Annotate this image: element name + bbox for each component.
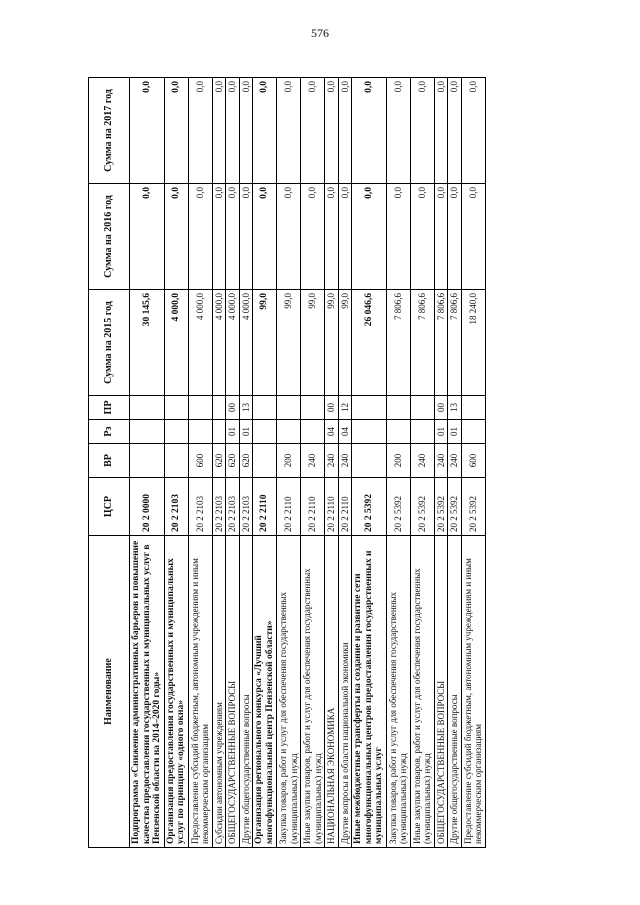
cell-2015: 4 000,0 (188, 290, 212, 396)
cell-vr: 600 (188, 444, 212, 478)
table-header-row (89, 78, 130, 848)
cell-pr: 00 (226, 396, 240, 420)
cell-rz (188, 420, 212, 444)
cell-2017: 0,0 (301, 78, 325, 184)
table-row (410, 78, 434, 848)
cell-rz (352, 420, 387, 444)
cell-name: Организация предоставления государственных и муниципальных услуг по принципу «одного окна» (164, 536, 188, 848)
cell-csr: 20 2 2103 (226, 478, 240, 536)
cell-2017: 0,0 (461, 78, 485, 184)
cell-vr: 240 (434, 444, 448, 478)
cell-2016: 0,0 (352, 184, 387, 290)
cell-csr: 20 2 0000 (130, 478, 165, 536)
cell-2017: 0,0 (434, 78, 448, 184)
cell-vr: 240 (338, 444, 352, 478)
header-csr: ЦСР (89, 478, 130, 536)
cell-2017: 0,0 (130, 78, 165, 184)
cell-2016: 0,0 (325, 184, 339, 290)
cell-vr: 240 (410, 444, 434, 478)
cell-2017: 0,0 (277, 78, 301, 184)
cell-vr: 620 (226, 444, 240, 478)
cell-pr: 13 (239, 396, 253, 420)
table-row (325, 78, 339, 848)
table-row (188, 78, 212, 848)
cell-2017: 0,0 (410, 78, 434, 184)
cell-name: Другие общегосударственные вопросы (239, 536, 253, 848)
table-row (212, 78, 226, 848)
header-2016: Сумма на 2016 год (89, 184, 130, 290)
table-row (461, 78, 485, 848)
cell-name: Организация регионального конкурса «Лучший многофункциональный центр Пензенской области» (253, 536, 277, 848)
cell-rz (212, 420, 226, 444)
cell-csr: 20 2 2103 (188, 478, 212, 536)
cell-rz: 01 (226, 420, 240, 444)
cell-csr: 20 2 5392 (461, 478, 485, 536)
cell-pr (410, 396, 434, 420)
cell-2017: 0,0 (352, 78, 387, 184)
cell-pr: 12 (338, 396, 352, 420)
cell-2016: 0,0 (164, 184, 188, 290)
cell-2016: 0,0 (130, 184, 165, 290)
cell-pr: 00 (434, 396, 448, 420)
cell-csr: 20 2 2103 (239, 478, 253, 536)
header-2015: Сумма на 2015 год (89, 290, 130, 396)
cell-vr: 200 (386, 444, 410, 478)
cell-rz (277, 420, 301, 444)
cell-2015: 7 806,6 (386, 290, 410, 396)
cell-2016: 0,0 (434, 184, 448, 290)
cell-2017: 0,0 (386, 78, 410, 184)
cell-pr (188, 396, 212, 420)
cell-name: Предоставление субсидий бюджетным, автономным учреждениям и иным некоммерческим организациям (188, 536, 212, 848)
cell-csr: 20 2 2110 (325, 478, 339, 536)
table-row (277, 78, 301, 848)
table-row (338, 78, 352, 848)
cell-2016: 0,0 (301, 184, 325, 290)
cell-csr: 20 2 2103 (212, 478, 226, 536)
header-name: Наименование (89, 536, 130, 848)
cell-pr (277, 396, 301, 420)
cell-pr (301, 396, 325, 420)
cell-2017: 0,0 (188, 78, 212, 184)
cell-2015: 7 806,6 (448, 290, 462, 396)
cell-2016: 0,0 (212, 184, 226, 290)
cell-2016: 0,0 (448, 184, 462, 290)
cell-pr (130, 396, 165, 420)
cell-2016: 0,0 (253, 184, 277, 290)
cell-csr: 20 2 5392 (448, 478, 462, 536)
cell-2017: 0,0 (253, 78, 277, 184)
cell-vr (164, 444, 188, 478)
cell-vr: 600 (461, 444, 485, 478)
cell-2015: 99,0 (253, 290, 277, 396)
cell-pr: 13 (448, 396, 462, 420)
cell-name: НАЦИОНАЛЬНАЯ ЭКОНОМИКА (325, 536, 339, 848)
cell-name: Другие общегосударственные вопросы (448, 536, 462, 848)
cell-2016: 0,0 (188, 184, 212, 290)
cell-rz (164, 420, 188, 444)
table-row (239, 78, 253, 848)
cell-pr (253, 396, 277, 420)
cell-vr (253, 444, 277, 478)
cell-pr (461, 396, 485, 420)
cell-vr (130, 444, 165, 478)
table-row (386, 78, 410, 848)
cell-2015: 4 000,0 (239, 290, 253, 396)
cell-name: Иные закупки товаров, работ и услуг для обеспечения государственных (муниципальных) нужд (410, 536, 434, 848)
budget-table (88, 77, 486, 848)
table-row (226, 78, 240, 848)
table-row (448, 78, 462, 848)
cell-name: Закупка товаров, работ и услуг для обеспечения государственных (муниципальных) нужд (277, 536, 301, 848)
cell-vr: 240 (325, 444, 339, 478)
header-2017: Сумма на 2017 год (89, 78, 130, 184)
header-pr: ПР (89, 396, 130, 420)
cell-csr: 20 2 5392 (434, 478, 448, 536)
cell-name: Закупка товаров, работ и услуг для обеспечения государственных (муниципальных) нужд (386, 536, 410, 848)
table-row (352, 78, 387, 848)
cell-2015: 99,0 (301, 290, 325, 396)
cell-2016: 0,0 (239, 184, 253, 290)
table-row (253, 78, 277, 848)
cell-rz (410, 420, 434, 444)
cell-2017: 0,0 (239, 78, 253, 184)
cell-vr: 620 (212, 444, 226, 478)
cell-name: Субсидии автономным учреждениям (212, 536, 226, 848)
cell-vr: 240 (448, 444, 462, 478)
cell-name: Подпрограмма «Снижение административных барьеров и повышение качества предоставления государственных и муниципальных услуг в Пензенской области на 2014–2020 годы» (130, 536, 165, 848)
cell-csr: 20 2 2110 (277, 478, 301, 536)
table-row (301, 78, 325, 848)
cell-rz: 04 (325, 420, 339, 444)
cell-csr: 20 2 2103 (164, 478, 188, 536)
cell-2015: 99,0 (338, 290, 352, 396)
cell-csr: 20 2 5392 (410, 478, 434, 536)
cell-2017: 0,0 (164, 78, 188, 184)
cell-pr: 00 (325, 396, 339, 420)
cell-vr (352, 444, 387, 478)
cell-2015: 99,0 (325, 290, 339, 396)
cell-2016: 0,0 (386, 184, 410, 290)
cell-csr: 20 2 5392 (386, 478, 410, 536)
cell-2015: 18 240,0 (461, 290, 485, 396)
cell-2015: 26 046,6 (352, 290, 387, 396)
cell-name: Другие вопросы в области национальной экономики (338, 536, 352, 848)
cell-2016: 0,0 (226, 184, 240, 290)
cell-csr: 20 2 2110 (338, 478, 352, 536)
cell-rz (461, 420, 485, 444)
cell-csr: 20 2 2110 (253, 478, 277, 536)
cell-name: ОБЩЕГОСУДАРСТВЕННЫЕ ВОПРОСЫ (226, 536, 240, 848)
cell-2016: 0,0 (461, 184, 485, 290)
cell-2017: 0,0 (338, 78, 352, 184)
cell-2015: 99,0 (277, 290, 301, 396)
cell-rz: 04 (338, 420, 352, 444)
cell-rz (301, 420, 325, 444)
cell-2016: 0,0 (277, 184, 301, 290)
table-body (130, 78, 486, 848)
cell-pr (386, 396, 410, 420)
cell-name: Иные межбюджетные трансферты на создание и развитие сети многофункциональных центров предоставления государственных и муниципальных услуг (352, 536, 387, 848)
cell-rz (130, 420, 165, 444)
cell-rz: 01 (239, 420, 253, 444)
cell-2017: 0,0 (226, 78, 240, 184)
cell-csr: 20 2 2110 (301, 478, 325, 536)
cell-2017: 0,0 (448, 78, 462, 184)
page-number: 576 (311, 26, 329, 40)
cell-name: ОБЩЕГОСУДАРСТВЕННЫЕ ВОПРОСЫ (434, 536, 448, 848)
cell-2015: 7 806,6 (434, 290, 448, 396)
cell-vr: 240 (301, 444, 325, 478)
header-rz: Рз (89, 420, 130, 444)
cell-2015: 30 145,6 (130, 290, 165, 396)
cell-2015: 4 000,0 (212, 290, 226, 396)
cell-name: Предоставление субсидий бюджетным, автономным учреждениям и иным некоммерческим организациям (461, 536, 485, 848)
cell-pr (352, 396, 387, 420)
table-row (164, 78, 188, 848)
cell-csr: 20 2 5392 (352, 478, 387, 536)
cell-2016: 0,0 (410, 184, 434, 290)
cell-vr: 620 (239, 444, 253, 478)
cell-2017: 0,0 (212, 78, 226, 184)
cell-2017: 0,0 (325, 78, 339, 184)
cell-pr (164, 396, 188, 420)
cell-rz (386, 420, 410, 444)
table-row (130, 78, 165, 848)
cell-2015: 4 000,0 (164, 290, 188, 396)
cell-2015: 4 000,0 (226, 290, 240, 396)
cell-pr (212, 396, 226, 420)
cell-2016: 0,0 (338, 184, 352, 290)
cell-2015: 7 806,6 (410, 290, 434, 396)
cell-rz: 01 (434, 420, 448, 444)
cell-rz: 01 (448, 420, 462, 444)
cell-vr: 200 (277, 444, 301, 478)
table-row (434, 78, 448, 848)
cell-name: Иные закупки товаров, работ и услуг для обеспечения государственных (муниципальных) нужд (301, 536, 325, 848)
header-vr: ВР (89, 444, 130, 478)
cell-rz (253, 420, 277, 444)
